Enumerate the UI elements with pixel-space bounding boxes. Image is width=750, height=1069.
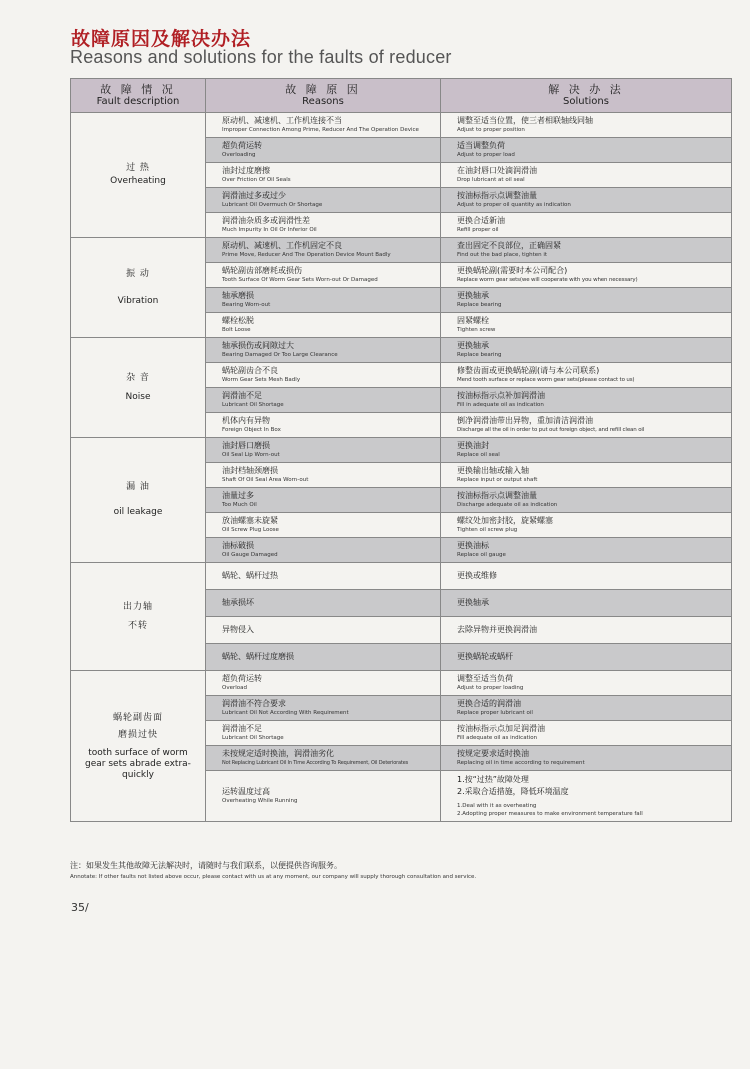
solution-cn: 更换轴承 bbox=[457, 291, 489, 300]
solution-en: Replace input or output shaft bbox=[457, 477, 538, 483]
category-cn: 过 热 bbox=[126, 163, 150, 173]
solution-cn: 按规定要求适时换油 bbox=[457, 749, 529, 758]
reason-cn: 油封过度磨擦 bbox=[222, 166, 270, 175]
reason-cell bbox=[206, 590, 441, 617]
reason-en: Not Replacing Lubricant Oil In Time According To Requirement, Oil Deteriorates bbox=[222, 760, 409, 766]
header-solution-cn: 解 决 办 法 bbox=[548, 83, 624, 96]
solution-en: Discharge adequate oil as indication bbox=[457, 502, 558, 508]
solution-en: Replace bearing bbox=[457, 352, 502, 358]
reason-en: Improper Connection Among Prime, Reducer And The Operation Device bbox=[222, 127, 419, 133]
reason-cn: 润滑油不足 bbox=[222, 391, 262, 400]
reason-cn: 异物侵入 bbox=[222, 625, 254, 634]
reason-en: Bolt Loose bbox=[222, 327, 251, 333]
fault-table bbox=[70, 78, 732, 822]
reason-cn: 原动机、减速机、工作机连接不当 bbox=[222, 116, 342, 125]
reason-cn: 润滑油杂质多或润滑性差 bbox=[222, 216, 310, 225]
header-fault-en: Fault description bbox=[96, 96, 180, 107]
solution-cn: 1.按“过热”故障处理 bbox=[457, 775, 529, 784]
category-output-shaft bbox=[71, 563, 206, 671]
reason-cell bbox=[206, 163, 441, 188]
solution-cn: 按油标指示点调整油量 bbox=[457, 191, 537, 200]
header-reason-en: Reasons bbox=[302, 96, 344, 107]
reason-cn: 机体内有异物 bbox=[222, 416, 270, 425]
solution-en: Adjust to proper loading bbox=[457, 685, 524, 691]
solution-en: Tighten oil screw plug bbox=[457, 527, 518, 533]
category-vibration bbox=[71, 238, 206, 338]
reason-cn: 螺栓松脱 bbox=[222, 316, 254, 325]
category-noise bbox=[71, 338, 206, 438]
reason-cn: 放油螺塞未旋紧 bbox=[222, 516, 278, 525]
reason-cn: 原动机、减速机、工作机固定不良 bbox=[222, 241, 342, 250]
header-fault bbox=[71, 79, 206, 113]
solution-cn: 倒净润滑油带出异物，重加清洁润滑油 bbox=[457, 416, 593, 425]
solution-cn: 更换或维修 bbox=[457, 571, 497, 580]
solution-cn: 更换合适新油 bbox=[457, 216, 505, 225]
solution-cn: 按油标指示点补加润滑油 bbox=[457, 391, 545, 400]
solution-cn: 修整齿面或更换蜗轮副(请与本公司联系) bbox=[457, 366, 600, 375]
table-row bbox=[71, 113, 732, 138]
solution-cell bbox=[441, 138, 732, 163]
reason-en: Lubricant Oil Overmuch Or Shortage bbox=[222, 202, 323, 208]
category-en: Overheating bbox=[110, 176, 166, 186]
category-en: Noise bbox=[125, 391, 151, 402]
reason-cell bbox=[206, 538, 441, 563]
solution-en: Replace oil seal bbox=[457, 452, 500, 458]
reason-en: Oil Seal Lip Worn-out bbox=[222, 452, 280, 458]
reason-en: Bearing Damaged Or Too Large Clearance bbox=[222, 352, 338, 358]
page-title-en: Reasons and solutions for the faults of reducer bbox=[70, 47, 452, 67]
category-en: tooth surface of worm gear sets abrade extra-quickly bbox=[85, 747, 191, 780]
solution-en: Tighten screw bbox=[457, 327, 496, 333]
solution-cn: 更换蜗轮副(需要时本公司配合) bbox=[457, 266, 568, 275]
solution-cell bbox=[441, 696, 732, 721]
solution-cell bbox=[441, 213, 732, 238]
solution-en: Replace oil gauge bbox=[457, 552, 506, 558]
solution-cn: 更换合适的润滑油 bbox=[457, 699, 521, 708]
reason-cell bbox=[206, 644, 441, 671]
table-row bbox=[71, 238, 732, 263]
reason-cell bbox=[206, 388, 441, 413]
reason-cn: 润滑油不足 bbox=[222, 724, 262, 733]
category-cn: 出力轴 bbox=[122, 601, 153, 612]
solution-cell bbox=[441, 617, 732, 644]
reason-cn: 油标破损 bbox=[222, 541, 254, 550]
reason-en: Too Much Oil bbox=[222, 502, 257, 508]
solution-en: Adjust to proper oil quantity as indication bbox=[457, 202, 571, 208]
category-cn: 杂 音 bbox=[126, 372, 150, 383]
annotation-en: Annotate: If other faults not listed above occur, please contact with us at any moment, our company will supply thorough consultation and service. bbox=[70, 874, 477, 880]
solution-cell bbox=[441, 388, 732, 413]
category-overheating bbox=[71, 113, 206, 238]
header-reason-cn: 故 障 原 因 bbox=[285, 83, 361, 96]
reason-en: Prime Move, Reducer And The Operation Device Mount Badly bbox=[222, 252, 391, 258]
solution-cell bbox=[441, 671, 732, 696]
page-number: 35/ bbox=[71, 901, 89, 914]
solution-cn: 螺纹处加密封胶，旋紧螺塞 bbox=[457, 516, 553, 525]
reason-cn: 蜗轮、蜗杆过热 bbox=[222, 571, 278, 580]
header-solution-en: Solutions bbox=[563, 96, 609, 107]
reason-en: Overheating While Running bbox=[222, 798, 298, 804]
solution-en: Discharge all the oil in order to put out foreign object, and refill clean oil bbox=[457, 427, 645, 433]
solution-cn: 去除异物并更换润滑油 bbox=[457, 625, 537, 634]
solution-cn: 固紧螺栓 bbox=[457, 316, 489, 325]
reason-cn: 运转温度过高 bbox=[222, 787, 270, 796]
solution-cell bbox=[441, 263, 732, 288]
reason-cn: 蜗轮、蜗杆过度磨损 bbox=[222, 652, 294, 661]
solution-cell bbox=[441, 746, 732, 771]
reason-en: Lubricant Oil Shortage bbox=[222, 402, 284, 408]
solution-cell bbox=[441, 721, 732, 746]
solution-cell bbox=[441, 113, 732, 138]
solution-cn: 更换轴承 bbox=[457, 341, 489, 350]
reason-en: Over Friction Of Oil Seals bbox=[222, 177, 291, 183]
reason-cell bbox=[206, 671, 441, 696]
reason-cn: 油封唇口磨损 bbox=[222, 441, 270, 450]
reason-cell bbox=[206, 113, 441, 138]
reason-cn: 未按规定适时换油，润滑油劣化 bbox=[222, 749, 334, 758]
header-solution bbox=[441, 79, 732, 113]
reason-cell bbox=[206, 313, 441, 338]
solution-cn: 查出固定不良部位，正确固紧 bbox=[457, 241, 561, 250]
reason-cell bbox=[206, 238, 441, 263]
reason-cell bbox=[206, 288, 441, 313]
solution-cn: 在油封唇口处滴润滑油 bbox=[457, 166, 537, 175]
reason-en: Much Impurity In Oil Or Inferior Oil bbox=[222, 227, 317, 233]
reason-cell bbox=[206, 513, 441, 538]
reason-cell bbox=[206, 338, 441, 363]
table-row bbox=[71, 438, 732, 463]
reason-cn: 轴承磨损 bbox=[222, 291, 254, 300]
table-row bbox=[71, 671, 732, 696]
solution-cell bbox=[441, 563, 732, 590]
category-cn: 漏 油 bbox=[126, 482, 150, 492]
reason-en: Worm Gear Sets Mesh Badly bbox=[222, 377, 301, 383]
solution-cn: 适当调整负荷 bbox=[457, 141, 505, 150]
reason-en: Lubricant Oil Not According With Requirement bbox=[222, 710, 349, 716]
solution-en: Drop lubricant at oil seal bbox=[457, 177, 525, 183]
solution-en: Find out the bad place, tighten it bbox=[457, 252, 548, 258]
solution-cell bbox=[441, 363, 732, 388]
solution-cell bbox=[441, 288, 732, 313]
category-oil-leakage bbox=[71, 438, 206, 563]
page-title-cn: 故障原因及解决办法 bbox=[71, 28, 252, 50]
category-cn-line2: 不转 bbox=[127, 620, 148, 631]
solution-cell bbox=[441, 413, 732, 438]
solution-en: Replace bearing bbox=[457, 302, 502, 308]
category-en: oil leakage bbox=[113, 507, 163, 517]
solution-cn: 更换油标 bbox=[457, 541, 489, 550]
category-tooth-wear bbox=[71, 671, 206, 822]
solution-cn: 按油标指示点加足润滑油 bbox=[457, 724, 545, 733]
reason-cell bbox=[206, 696, 441, 721]
reason-cell bbox=[206, 563, 441, 590]
reason-cell bbox=[206, 213, 441, 238]
reason-cell bbox=[206, 463, 441, 488]
solution-cell bbox=[441, 488, 732, 513]
solution-cell bbox=[441, 463, 732, 488]
reason-en: Bearing Worn-out bbox=[222, 302, 271, 308]
header-reason bbox=[206, 79, 441, 113]
solution-en: Refill proper oil bbox=[457, 227, 499, 233]
solution-en: Fill adequate oil as indication bbox=[457, 735, 538, 741]
solution-en: Replace worm gear sets(we will cooperate with you when necessary) bbox=[457, 277, 638, 283]
solution-cn: 调整至适当负荷 bbox=[457, 674, 513, 683]
reason-cn: 油封档轴颈磨损 bbox=[222, 466, 278, 475]
reason-en: Overloading bbox=[222, 152, 256, 158]
solution-cell bbox=[441, 238, 732, 263]
solution-en: Mend tooth surface or replace worm gear sets(please contact to us) bbox=[457, 377, 635, 383]
reason-cell bbox=[206, 771, 441, 822]
solution-en: Adjust to proper load bbox=[457, 152, 515, 158]
solution-cell bbox=[441, 513, 732, 538]
reason-cn: 油量过多 bbox=[222, 491, 254, 500]
reason-cn: 超负荷运转 bbox=[222, 141, 262, 150]
solution-en: Replace proper lubricant oil bbox=[457, 710, 533, 716]
reason-cn: 轴承损伤或间隙过大 bbox=[222, 341, 294, 350]
solution-cn: 按油标指示点调整油量 bbox=[457, 491, 537, 500]
reason-cell bbox=[206, 413, 441, 438]
reason-en: Oil Gauge Damaged bbox=[222, 552, 278, 558]
reason-en: Oil Screw Plug Loose bbox=[222, 527, 279, 533]
reason-cn: 蜗轮副齿合不良 bbox=[222, 366, 278, 375]
solution-cell bbox=[441, 590, 732, 617]
reason-en: Tooth Surface Of Worm Gear Sets Worn-out Or Damaged bbox=[222, 277, 378, 283]
reason-en: Shaft Of Oil Seal Area Worn-out bbox=[222, 477, 309, 483]
table-row bbox=[71, 563, 732, 590]
reason-en: Foreign Object In Box bbox=[222, 427, 281, 433]
category-en: Vibration bbox=[117, 295, 159, 306]
solution-cn: 更换输出轴或输入轴 bbox=[457, 466, 529, 475]
solution-en: Adjust to proper position bbox=[457, 127, 525, 133]
solution-cn-line2: 2.采取合适措施，降低环境温度 bbox=[457, 787, 569, 796]
solution-cn: 调整至适当位置，使三者相联轴线同轴 bbox=[457, 116, 593, 125]
reason-cell bbox=[206, 721, 441, 746]
reason-cn: 超负荷运转 bbox=[222, 674, 262, 683]
reason-en: Lubricant Oil Shortage bbox=[222, 735, 284, 741]
reason-cn: 轴承损坏 bbox=[222, 598, 254, 607]
reason-cell bbox=[206, 363, 441, 388]
reason-cell bbox=[206, 263, 441, 288]
category-cn: 蜗轮副齿面 bbox=[112, 712, 163, 723]
solution-cell bbox=[441, 338, 732, 363]
solution-cell bbox=[441, 644, 732, 671]
solution-cell bbox=[441, 771, 732, 822]
reason-cell bbox=[206, 188, 441, 213]
reason-cell bbox=[206, 617, 441, 644]
reason-cell bbox=[206, 138, 441, 163]
table-row bbox=[71, 338, 732, 363]
reason-cell bbox=[206, 438, 441, 463]
category-cn: 振 动 bbox=[126, 268, 150, 279]
solution-cell bbox=[441, 438, 732, 463]
solution-cell bbox=[441, 538, 732, 563]
solution-en: Fill in adequate oil as indication bbox=[457, 402, 544, 408]
solution-en: 1.Deal with it as overheating bbox=[457, 803, 537, 809]
solution-cn: 更换轴承 bbox=[457, 598, 489, 607]
solution-cn: 更换蜗轮或蜗杆 bbox=[457, 652, 513, 661]
reason-cell bbox=[206, 488, 441, 513]
reason-cn: 润滑油不符合要求 bbox=[222, 699, 286, 708]
header-fault-cn: 故 障 情 况 bbox=[100, 83, 176, 96]
solution-en-line2: 2.Adopting proper measures to make environment temperature fall bbox=[457, 811, 643, 817]
reason-cn: 蜗轮副齿部磨耗或损伤 bbox=[222, 266, 302, 275]
solution-cell bbox=[441, 188, 732, 213]
reason-cn: 润滑油过多或过少 bbox=[222, 191, 286, 200]
reason-en: Overload bbox=[222, 685, 247, 691]
solution-en: Replacing oil in time according to requirement bbox=[457, 760, 585, 766]
solution-cell bbox=[441, 163, 732, 188]
reason-cell bbox=[206, 746, 441, 771]
category-cn-line2: 磨损过快 bbox=[117, 729, 158, 740]
solution-cell bbox=[441, 313, 732, 338]
solution-cn: 更换油封 bbox=[457, 441, 489, 450]
annotation-cn: 注：如果发生其他故障无法解决时，请随时与我们联系，以便提供咨询服务。 bbox=[70, 861, 342, 870]
table-header-row bbox=[71, 79, 732, 113]
